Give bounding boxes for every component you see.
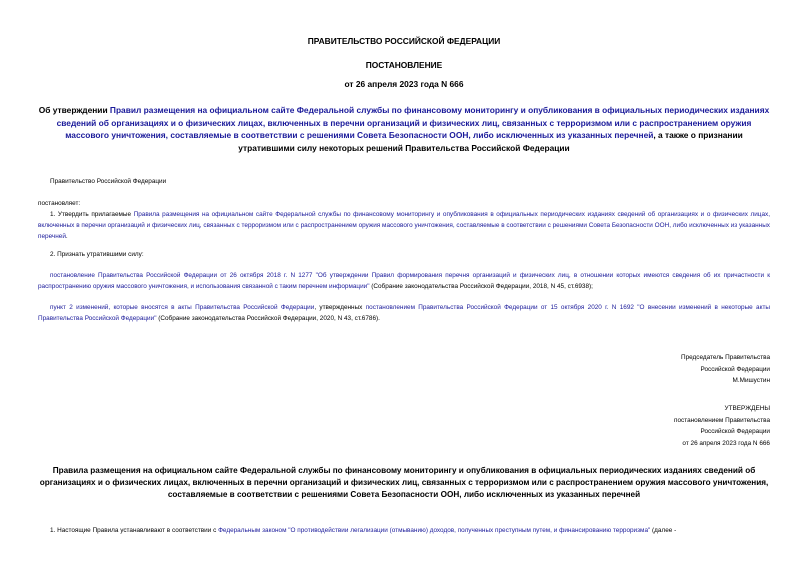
government-line: Правительство Российской Федерации bbox=[50, 178, 167, 185]
document-date: от 26 апреля 2023 года N 666 bbox=[344, 79, 464, 89]
item-1-rules-link[interactable]: Правила размещения на официальном сайте Федеральной службы по финансовому мониторингу и опубликования в официальных периодических изданиях сведений об организациях и о физических лицах, включенных в перечни организаций и физических лиц, связанных с терроризмом или с распространением оружия массового уничтожения, составляемые в соответствии с решениями Совета Безопасности ООН, либо исключенных из указанных перечней bbox=[38, 211, 770, 240]
approval-word: УТВЕРЖДЕНЫ bbox=[724, 405, 770, 412]
signature-position: Председатель Правительства bbox=[681, 354, 770, 361]
government-heading: ПРАВИТЕЛЬСТВО РОССИЙСКОЙ ФЕДЕРАЦИИ bbox=[307, 36, 501, 46]
repeal-2-link-decree[interactable]: постановлением Правительства Российской Федерации от 15 октября 2020 г. N 1692 "О внесении изменений в некоторые акты Правительства Российской Федерации" bbox=[38, 304, 770, 322]
rules-paragraph-1: 1. Настоящие Правила устанавливают в соответствии с Федеральным законом "О противодействии легализации (отмыванию) доходов, полученных преступным путем, и финансированию терроризма" (далее - bbox=[50, 527, 677, 534]
decree-word: постановляет: bbox=[38, 200, 81, 207]
title-rules-link[interactable]: Правил размещения на официальном сайте Федеральной службы по финансовому мониторингу и опубликования в официальных периодических изданиях сведений об организациях и о физических лицах, включенных в перечни организаций и физических лиц, связанных с терроризмом или с распространением оружия массового уничтожения, составляемые в соответствии с решениями Совета Безопасности ООН, либо исключенных из указанных перечней bbox=[56, 105, 770, 140]
federal-law-link[interactable]: Федеральным законом "О противодействии легализации (отмыванию) доходов, полученных преступным путем, и финансированию терроризма" bbox=[218, 527, 651, 534]
repeal-2: пункт 2 изменений, которые вносятся в акты Правительства Российской Федерации, утвержденных постановлением Правительства Российской Федерации от 15 октября 2020 г. N 1692 "О внесении изменений в некоторые акты Правительства Российской Федерации" (Собрание законодательства Российской Федерации, 2020, N 43, ст.6786). bbox=[38, 304, 770, 322]
document-title bbox=[38, 104, 770, 154]
repeal-1-link[interactable]: постановление Правительства Российской Федерации от 26 октября 2018 г. N 1277 "Об утверждении Правил формирования перечня организаций и физических лиц, в отношении которых имеются сведения об их причастности к распространению оружия массового уничтожения, и использования связанной с таким перечнем информации" bbox=[38, 272, 770, 290]
repeal-2-link-changes[interactable]: пункт 2 изменений, которые вносятся в акты Правительства Российской Федерации bbox=[50, 304, 315, 311]
repeal-1: постановление Правительства Российской Федерации от 26 октября 2018 г. N 1277 "Об утверждении Правил формирования перечня организаций и физических лиц, в отношении которых имеются сведения об их причастности к распространению оружия массового уничтожения, и использования связанной с таким перечнем информации" (Собрание законодательства Российской Федерации, 2018, N 45, ст.6938); bbox=[38, 272, 770, 290]
signature-block bbox=[681, 352, 770, 387]
title-suffix: , а также о признании утратившими силу некоторых решений Правительства Российской Федерации bbox=[238, 130, 743, 153]
item-1: 1. Утвердить прилагаемые Правила размещения на официальном сайте Федеральной службы по финансовому мониторингу и опубликования в официальных периодических изданиях сведений об организациях и о физических лицах, включенных в перечни организаций и физических лиц, связанных с терроризмом или с распространением оружия массового уничтожения, составляемые в соответствии с решениями Совета Безопасности ООН, либо исключенных из указанных перечней. bbox=[38, 211, 770, 240]
rules-title: Правила размещения на официальном сайте Федеральной службы по финансовому мониторингу и опубликования в официальных периодических изданиях сведений об организациях и о физических лицах, включенных в перечни организаций и физических лиц, связанных с терроризмом или с распространением оружия массового уничтожения, составляемые в соответствии с решениями Совета Безопасности ООН, либо исключенных из указанных перечней bbox=[39, 466, 769, 500]
approval-by: постановлением Правительства bbox=[674, 416, 770, 424]
approval-country: Российской Федерации bbox=[700, 428, 770, 435]
item-2: 2. Признать утратившими силу: bbox=[50, 251, 144, 258]
document-type: ПОСТАНОВЛЕНИЕ bbox=[365, 60, 443, 70]
approval-block bbox=[674, 403, 770, 449]
signature-name: М.Мишустин bbox=[732, 377, 770, 384]
approval-date: от 26 апреля 2023 года N 666 bbox=[682, 439, 770, 447]
title-prefix: Об утверждении bbox=[38, 105, 110, 115]
signature-country: Российской Федерации bbox=[700, 365, 770, 373]
